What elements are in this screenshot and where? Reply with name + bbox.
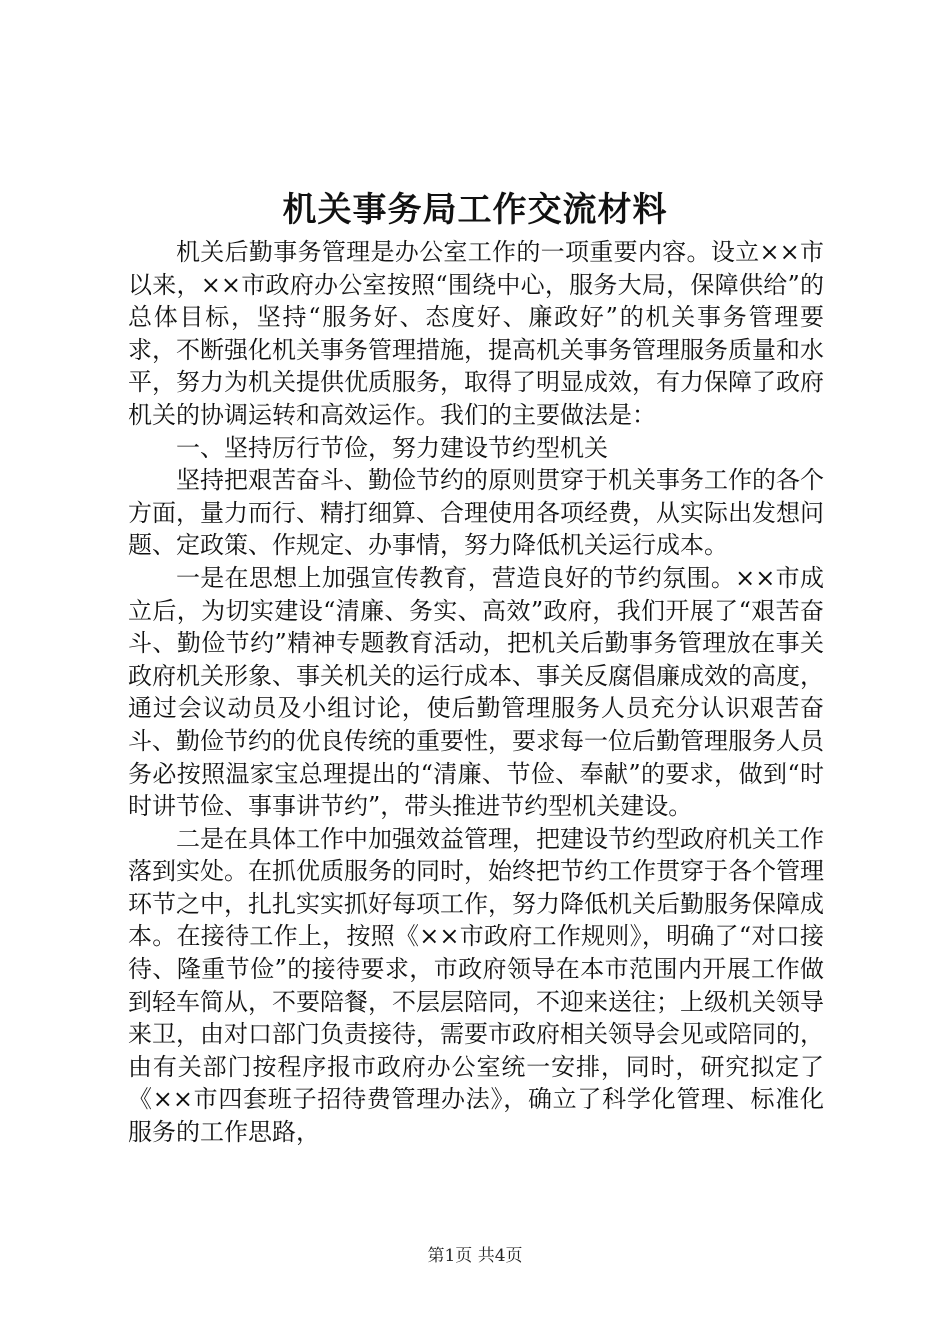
page-title: 机关事务局工作交流材料 <box>282 190 668 230</box>
paragraph-intro: 机关后勤事务管理是办公室工作的一项重要内容。设立××市以来，××市政府办公室按照“围绕中心，服务大局，保障供给”的总体目标，坚持“服务好、态度好、廉政好”的机关事务管理要求，不断强化机关事务管理措施，提高机关事务管理服务质量和水平，努力为机关提供优质服务，取得了明显成效，有力保障了政府机关的协调运转和高效运作。我们的主要做法是： <box>128 238 824 429</box>
page-number-footer: 第1页 共4页 <box>427 1246 523 1266</box>
document-body <box>128 236 824 1149</box>
paragraph-point-1: 一是在思想上加强宣传教育，营造良好的节约氛围。××市成立后，为切实建设“清廉、务实、高效”政府，我们开展了“艰苦奋斗、勤俭节约”精神专题教育活动，把机关后勤事务管理放在事关政府机关形象、事关机关的运行成本、事关反腐倡廉成效的高度，通过会议动员及小组讨论，使后勤管理服务人员充分认识艰苦奋斗、勤俭节约的优良传统的重要性，要求每一位后勤管理服务人员务必按照温家宝总理提出的“清廉、节俭、奉献”的要求，做到“时时讲节俭、事事讲节约”，带头推进节约型机关建设。 <box>128 563 824 821</box>
section-heading-1: 一、坚持厉行节俭，努力建设节约型机关 <box>176 433 608 462</box>
paragraph-point-2: 二是在具体工作中加强效益管理，把建设节约型政府机关工作落到实处。在抓优质服务的同时，始终把节约工作贯穿于各个管理环节之中，扎扎实实抓好每项工作，努力降低机关后勤服务保障成本。在接待工作上，按照《××市政府工作规则》，明确了“对口接待、隆重节俭”的接待要求，市政府领导在本市范围内开展工作做到轻车简从，不要陪餐，不层层陪同，不迎来送往；上级机关领导来卫，由对口部门负责接待，需要市政府相关领导会见或陪同的，由有关部门按程序报市政府办公室统一安排，同时，研究拟定了《××市四套班子招待费管理办法》，确立了科学化管理、标准化服务的工作思路， <box>128 824 824 1147</box>
paragraph-section-1-intro: 坚持把艰苦奋斗、勤俭节约的原则贯穿于机关事务工作的各个方面，量力而行、精打细算、合理使用各项经费，从实际出发想问题、定政策、作规定、办事情，努力降低机关运行成本。 <box>128 466 824 560</box>
